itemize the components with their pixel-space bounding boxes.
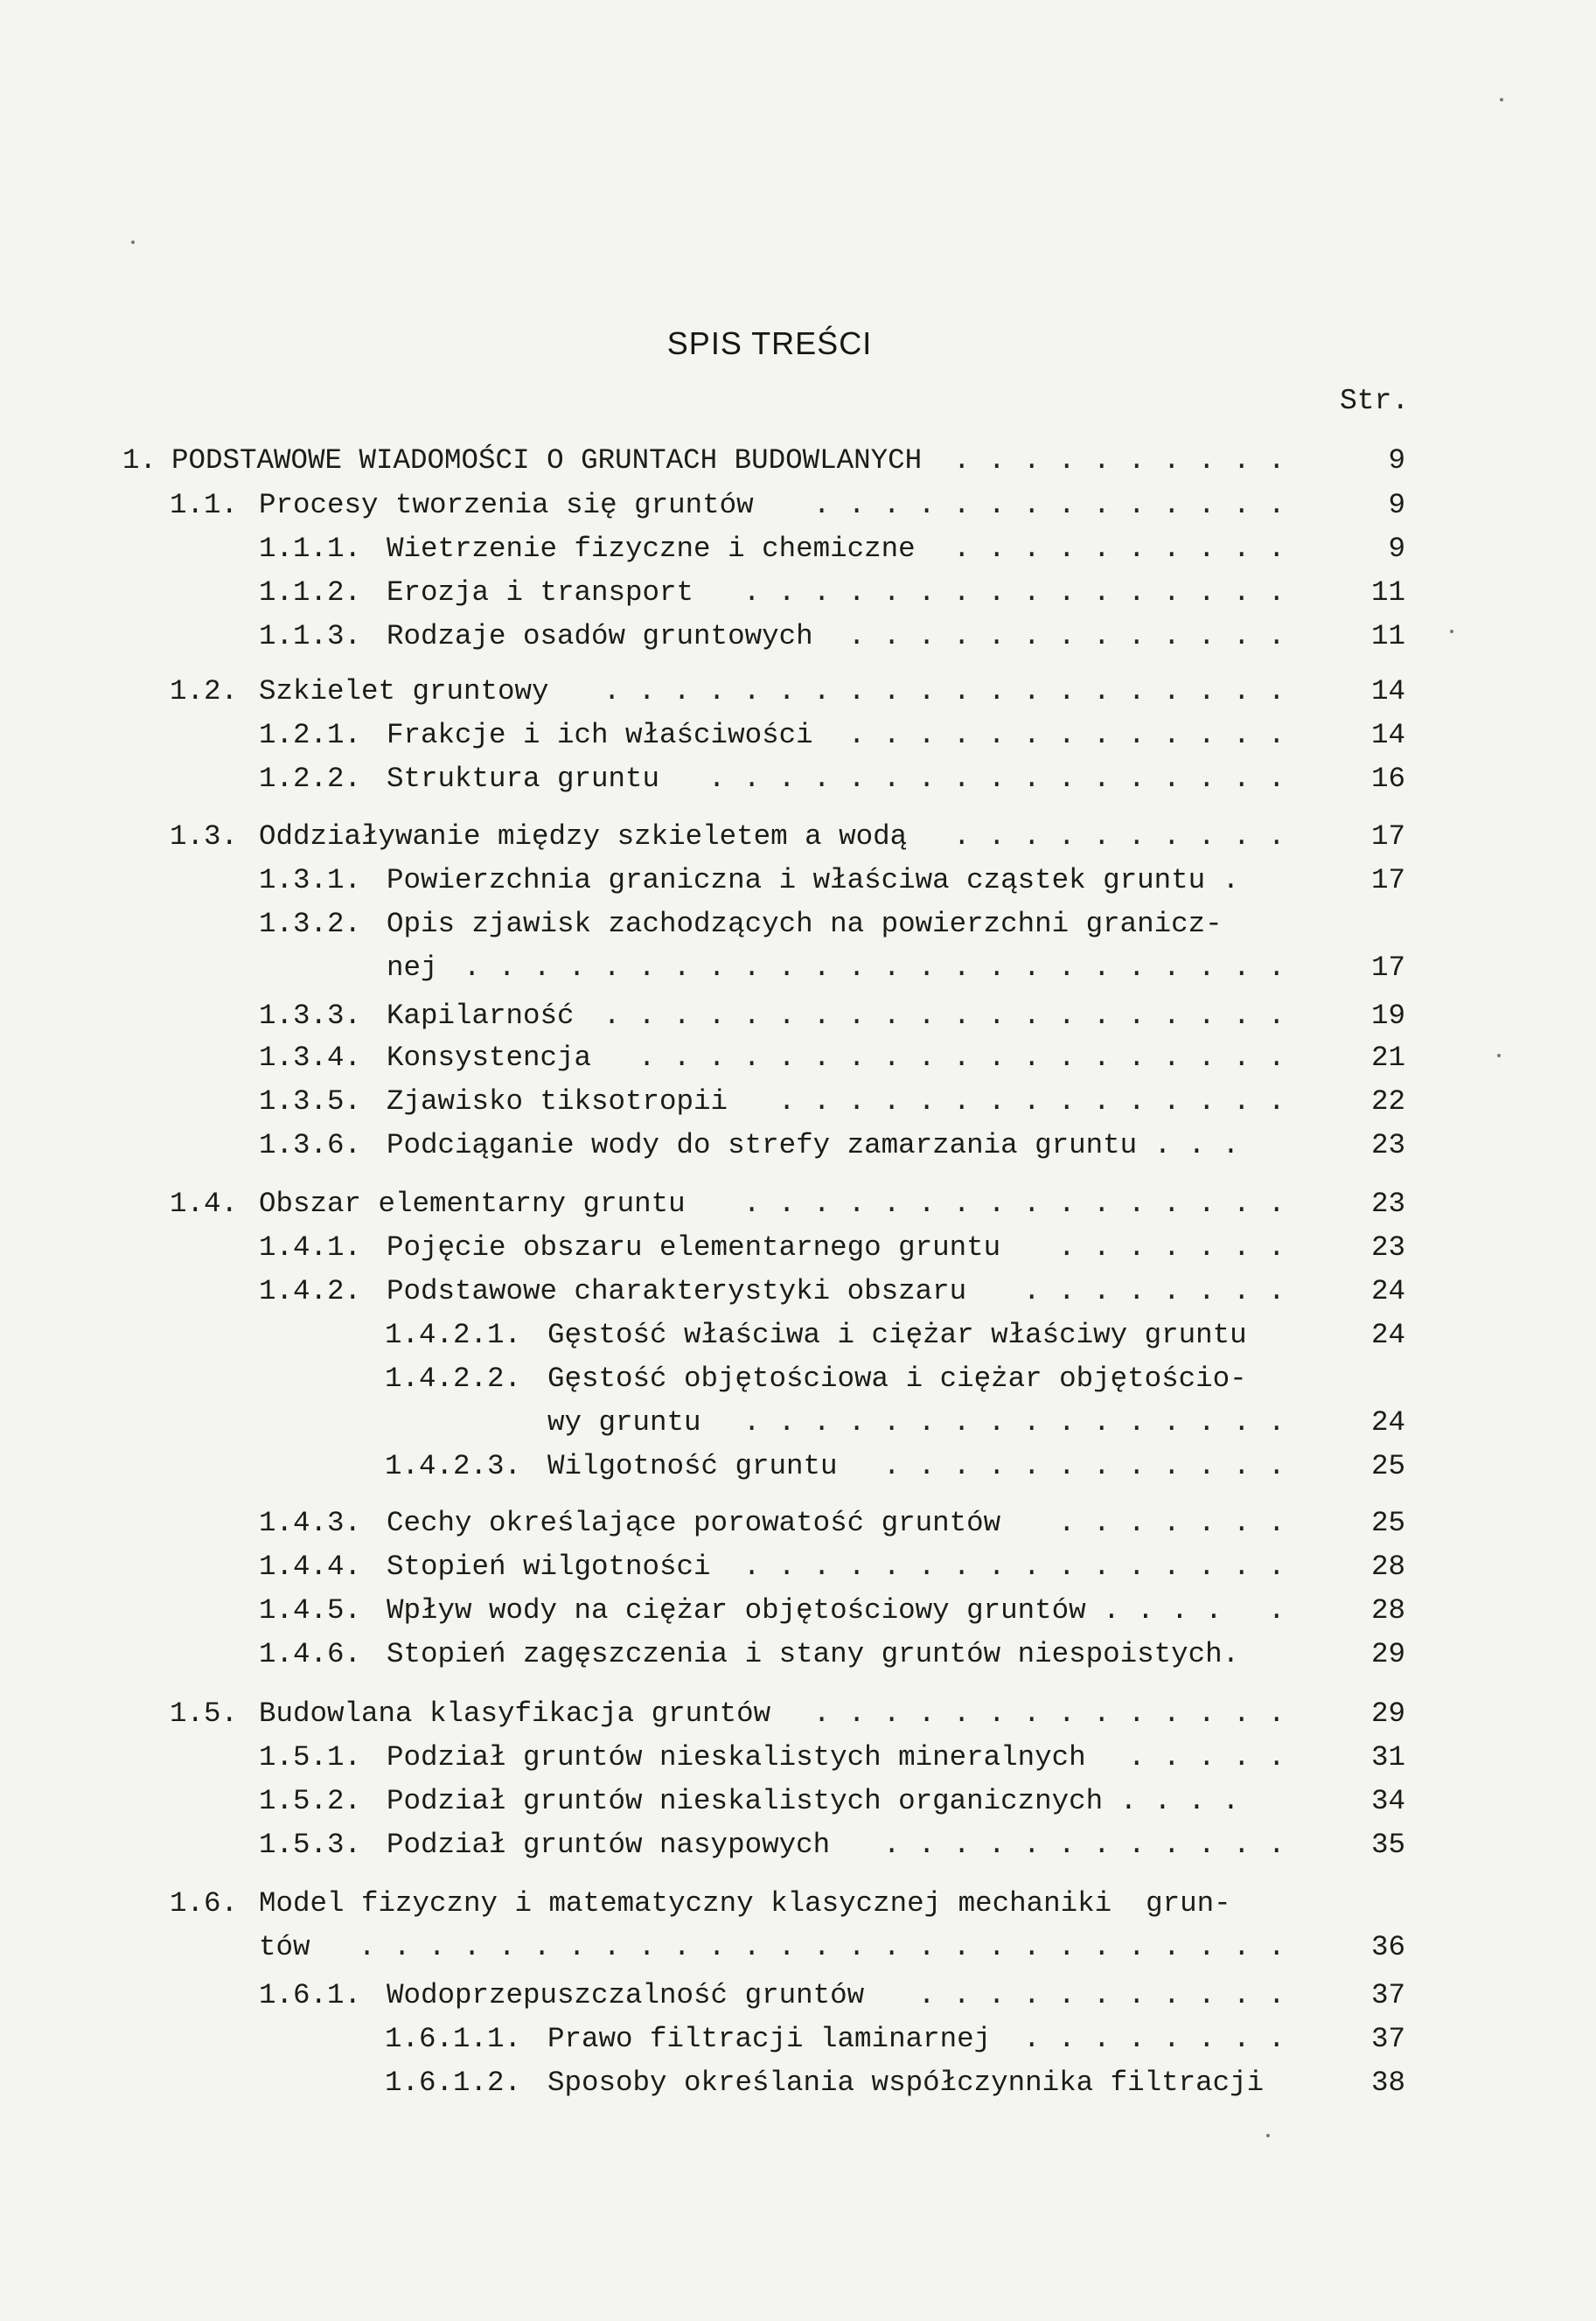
toc-entry-number: 1.6.1.1.	[385, 2023, 522, 2055]
toc-leader-dots: . . . . . . . . . . . . . . . . . . . . . . . .	[463, 951, 1286, 984]
toc-entry-page: 25	[1370, 1450, 1405, 1482]
toc-entry-page: 17	[1370, 820, 1405, 853]
toc-entry	[0, 2064, 1596, 2102]
toc-leader-dots: . . . . . . . . . .	[952, 820, 1286, 853]
toc-entry	[0, 949, 1596, 987]
toc-entry-title: Wilgotność gruntu	[547, 1450, 838, 1482]
toc-entry-page: 23	[1370, 1188, 1405, 1220]
toc-leader-dots: . . . . . . . . . . . . .	[847, 620, 1286, 652]
toc-entry-page: 29	[1370, 1697, 1405, 1730]
toc-entry-page: 11	[1370, 576, 1405, 609]
toc-entry-title: Konsystencja	[387, 1042, 592, 1074]
toc-entry-number: 1.5.2.	[259, 1785, 362, 1817]
toc-entry	[0, 1229, 1596, 1267]
toc-leader-dots: . . . . . . . . . . . . . . . . . . . . . . . . . . .	[358, 1931, 1286, 1963]
toc-entry-number: 1.2.1.	[259, 719, 362, 751]
toc-entry	[0, 1126, 1596, 1165]
toc-entry-title: Wpływ wody na ciężar objętościowy gruntów . . . .	[387, 1594, 1223, 1627]
toc-leader-dots: . . . . . . . . . . . . . .	[812, 1697, 1286, 1730]
toc-leader-dots: . . . . . . . .	[1022, 1275, 1286, 1307]
toc-entry-page: 14	[1370, 719, 1405, 751]
toc-entry	[0, 1185, 1596, 1223]
toc-leader-dots: . . . . . . . . . . . . . . .	[777, 1085, 1286, 1118]
toc-leader-dots: . . . . . . . . . . . . . . . .	[742, 1551, 1286, 1583]
toc-entry-title: Frakcje i ich właściwości	[387, 719, 813, 751]
toc-entry-title: Rodzaje osadów gruntowych	[387, 620, 813, 652]
toc-entry-title: Obszar elementarny gruntu	[259, 1188, 686, 1220]
toc-entry-page: 14	[1370, 675, 1405, 707]
toc-entry-page: 19	[1370, 1000, 1405, 1032]
toc-entry	[0, 530, 1596, 568]
toc-entry-number: 1.3.1.	[259, 864, 362, 896]
toc-entry-title: tów	[259, 1931, 310, 1963]
toc-entry-number: 1.4.2.	[259, 1275, 362, 1307]
toc-entry-page: 37	[1370, 1979, 1405, 2011]
toc-entry-title: Podział gruntów nasypowych	[387, 1829, 831, 1861]
toc-entry-number: 1.3.2.	[259, 908, 362, 940]
toc-leader-dots: . . . . . . . . . . .	[917, 1979, 1286, 2011]
toc-entry-page: 9	[1388, 444, 1405, 477]
toc-entry-page: 24	[1370, 1275, 1405, 1307]
toc-entry-page: 29	[1370, 1638, 1405, 1670]
toc-entry-title: Kapilarność	[387, 1000, 575, 1032]
toc-entry-number: 1.4.1.	[259, 1231, 362, 1264]
toc-entry-number: 1.1.1.	[259, 533, 362, 565]
toc-entry-page: 35	[1370, 1829, 1405, 1861]
toc-entry-number: 1.4.2.3.	[385, 1450, 522, 1482]
toc-entry-page: 17	[1370, 951, 1405, 984]
toc-leader-dots: . . . . .	[1127, 1741, 1286, 1774]
toc-entry-page: 9	[1388, 489, 1405, 521]
toc-entry-page: 24	[1370, 1319, 1405, 1351]
toc-entry-title: wy gruntu	[547, 1406, 701, 1439]
toc-entry	[0, 442, 1596, 480]
toc-entry	[0, 1928, 1596, 1967]
toc-leader-dots: . . . . . . . .	[1022, 2023, 1286, 2055]
toc-leader-dots: . . . . . . . . . . . . . . . . . . . .	[603, 1000, 1286, 1032]
toc-entry	[0, 1592, 1596, 1630]
toc-entry-title: nej	[387, 951, 438, 984]
toc-entry	[0, 1447, 1596, 1486]
toc-entry	[0, 1635, 1596, 1674]
toc-entry-page: 31	[1370, 1741, 1405, 1774]
toc-entry-number: 1.5.	[170, 1697, 239, 1730]
toc-entry-title: Podstawowe charakterystyki obszaru	[387, 1275, 967, 1307]
toc-entry	[0, 861, 1596, 900]
toc-entry-title: Podział gruntów nieskalistych mineralnych	[387, 1741, 1086, 1774]
toc-entry-number: 1.4.3.	[259, 1507, 362, 1539]
toc-entry-page: 23	[1370, 1129, 1405, 1161]
toc-entry	[0, 1548, 1596, 1586]
toc-leader-dots: . . . . . . . . . . . . . .	[812, 489, 1286, 521]
toc-entry-number: 1.6.1.2.	[385, 2067, 522, 2099]
toc-entry-title: Gęstość objętościowa i ciężar objętościo-	[547, 1363, 1247, 1395]
toc-entry-title: Opis zjawisk zachodzących na powierzchni granicz-	[387, 908, 1223, 940]
toc-entry	[0, 760, 1596, 798]
toc-entry-title: Wodoprzepuszczalność gruntów	[387, 1979, 865, 2011]
toc-entry-page: 38	[1370, 2067, 1405, 2099]
toc-entry	[0, 673, 1596, 711]
toc-entry	[0, 1739, 1596, 1777]
toc-entry-page: 24	[1370, 1406, 1405, 1439]
toc-leader-dots: . . . . . . . . . . . .	[882, 1829, 1286, 1861]
toc-entry-title: Wietrzenie fizyczne i chemiczne	[387, 533, 916, 565]
toc-entry	[0, 1885, 1596, 1923]
toc-entry-page: 28	[1370, 1594, 1405, 1627]
toc-entry-number: 1.4.5.	[259, 1594, 362, 1627]
toc-entry	[0, 486, 1596, 525]
toc-entry-number: 1.4.4.	[259, 1551, 362, 1583]
toc-entry-title: Sposoby określania współczynnika filtracji	[547, 2067, 1265, 2099]
toc-entry	[0, 1083, 1596, 1121]
toc-entry	[0, 1782, 1596, 1821]
toc-entry-title: Oddziaływanie między szkieletem a wodą	[259, 820, 908, 853]
toc-entry	[0, 1316, 1596, 1355]
toc-entry	[0, 1039, 1596, 1077]
toc-entry-title: Budowlana klasyfikacja gruntów	[259, 1697, 771, 1730]
toc-entry-number: 1.3.4.	[259, 1042, 362, 1074]
toc-leader-dots: . . . . . . . . . . . . . . . . . . . .	[603, 675, 1286, 707]
toc-entry	[0, 617, 1596, 656]
toc-leader-dots: . . . . . . . . . .	[952, 533, 1286, 565]
toc-entry-number: 1.3.5.	[259, 1085, 362, 1118]
toc-entry-title: Podział gruntów nieskalistych organicznych . . . .	[387, 1785, 1240, 1817]
toc-entry-number: 1.3.6.	[259, 1129, 362, 1161]
toc-entry-number: 1.4.6.	[259, 1638, 362, 1670]
toc-entry-page: 28	[1370, 1551, 1405, 1583]
toc-entry-page: 11	[1370, 620, 1405, 652]
toc-entry	[0, 2020, 1596, 2059]
toc-entry-title: Zjawisko tiksotropii	[387, 1085, 728, 1118]
toc-entry-title: Procesy tworzenia się gruntów	[259, 489, 754, 521]
toc-leader-dots: . . . . . . . . . . . . . . . . .	[707, 763, 1286, 795]
toc-entry-title: Szkielet gruntowy	[259, 675, 549, 707]
toc-entry-page: 37	[1370, 2023, 1405, 2055]
toc-leader-dots: . . . . . . .	[1057, 1231, 1286, 1264]
toc-entry-title: Powierzchnia graniczna i właściwa cząstek gruntu .	[387, 864, 1240, 896]
toc-entry	[0, 997, 1596, 1035]
toc-entry-number: 1.4.	[170, 1188, 239, 1220]
toc-entry-number: 1.5.3.	[259, 1829, 362, 1861]
toc-entry	[0, 574, 1596, 612]
toc-entry-number: 1.5.1.	[259, 1741, 362, 1774]
toc-entry-page: 36	[1370, 1931, 1405, 1963]
toc-leader-dots: . . . . . . . . . . . . . . . .	[742, 1188, 1286, 1220]
toc-leader-dots: . . . . . . . . . . . . . . . .	[742, 576, 1286, 609]
toc-entry-title: Gęstość właściwa i ciężar właściwy gruntu	[547, 1319, 1247, 1351]
toc-entry-number: 1.6.	[170, 1887, 239, 1920]
toc-entry	[0, 716, 1596, 755]
toc-entry-title: Struktura gruntu	[387, 763, 660, 795]
toc-entry-number: 1.1.2.	[259, 576, 362, 609]
toc-entry	[0, 1826, 1596, 1864]
page-column-label: Str.	[1340, 385, 1410, 417]
toc-entry-page: 21	[1370, 1042, 1405, 1074]
toc-leader-dots: . . . . . . . . . . . . . . . . . . .	[638, 1042, 1286, 1074]
toc-entry	[0, 905, 1596, 944]
toc-entry-number: 1.4.2.2.	[385, 1363, 522, 1395]
toc-entry	[0, 1976, 1596, 2015]
toc-entry-number: 1.2.2.	[259, 763, 362, 795]
toc-entry	[0, 1360, 1596, 1398]
toc-entry-title: Podciąganie wody do strefy zamarzania gruntu . . .	[387, 1129, 1240, 1161]
toc-entry-title: PODSTAWOWE WIADOMOŚCI O GRUNTACH BUDOWLANYCH	[171, 444, 923, 477]
toc-entry	[0, 1404, 1596, 1442]
toc-entry-page: 34	[1370, 1785, 1405, 1817]
toc-entry-title: Pojęcie obszaru elementarnego gruntu	[387, 1231, 1001, 1264]
toc-entry	[0, 1695, 1596, 1733]
toc-entry	[0, 1272, 1596, 1311]
toc-leader-dots: . . . . . . . . . . . .	[882, 1450, 1286, 1482]
toc-entry-number: 1.1.	[170, 489, 239, 521]
toc-entry	[0, 818, 1596, 856]
toc-entry-title: Stopień zagęszczenia i stany gruntów niespoistych.	[387, 1638, 1240, 1670]
toc-entry-number: 1.2.	[170, 675, 239, 707]
toc-entry-page: 16	[1370, 763, 1405, 795]
toc-entry-title: Stopień wilgotności	[387, 1551, 711, 1583]
toc-entry-page: 23	[1370, 1231, 1405, 1264]
toc-leader-dots: . . . . . . .	[1057, 1507, 1286, 1539]
toc-entry-page: 25	[1370, 1507, 1405, 1539]
toc-entry-number: 1.1.3.	[259, 620, 362, 652]
toc-leader-dots: . . . . . . . . . . . . .	[847, 719, 1286, 751]
toc-entry-title: Cechy określające porowatość gruntów	[387, 1507, 1001, 1539]
toc-leader-dots: . . . . . . . . . .	[952, 444, 1286, 477]
toc-entry-number: 1.6.1.	[259, 1979, 362, 2011]
toc-entry-page: 22	[1370, 1085, 1405, 1118]
toc-entry-title: Model fizyczny i matematyczny klasycznej mechaniki grun-	[259, 1887, 1231, 1920]
page-title: SPIS TREŚCI	[666, 325, 873, 361]
toc-entry-number: 1.	[122, 444, 157, 477]
toc-entry-title: Prawo filtracji laminarnej	[547, 2023, 992, 2055]
toc-entry-page: 17	[1370, 864, 1405, 896]
toc-leader-dots: .	[1267, 1594, 1286, 1627]
toc-leader-dots: . . . . . . . . . . . . . . . .	[742, 1406, 1286, 1439]
toc-entry-title: Erozja i transport	[387, 576, 694, 609]
toc-entry	[0, 1504, 1596, 1543]
toc-entry-number: 1.4.2.1.	[385, 1319, 522, 1351]
toc-entry-number: 1.3.3.	[259, 1000, 362, 1032]
toc-entry-page: 9	[1388, 533, 1405, 565]
toc-entry-number: 1.3.	[170, 820, 239, 853]
